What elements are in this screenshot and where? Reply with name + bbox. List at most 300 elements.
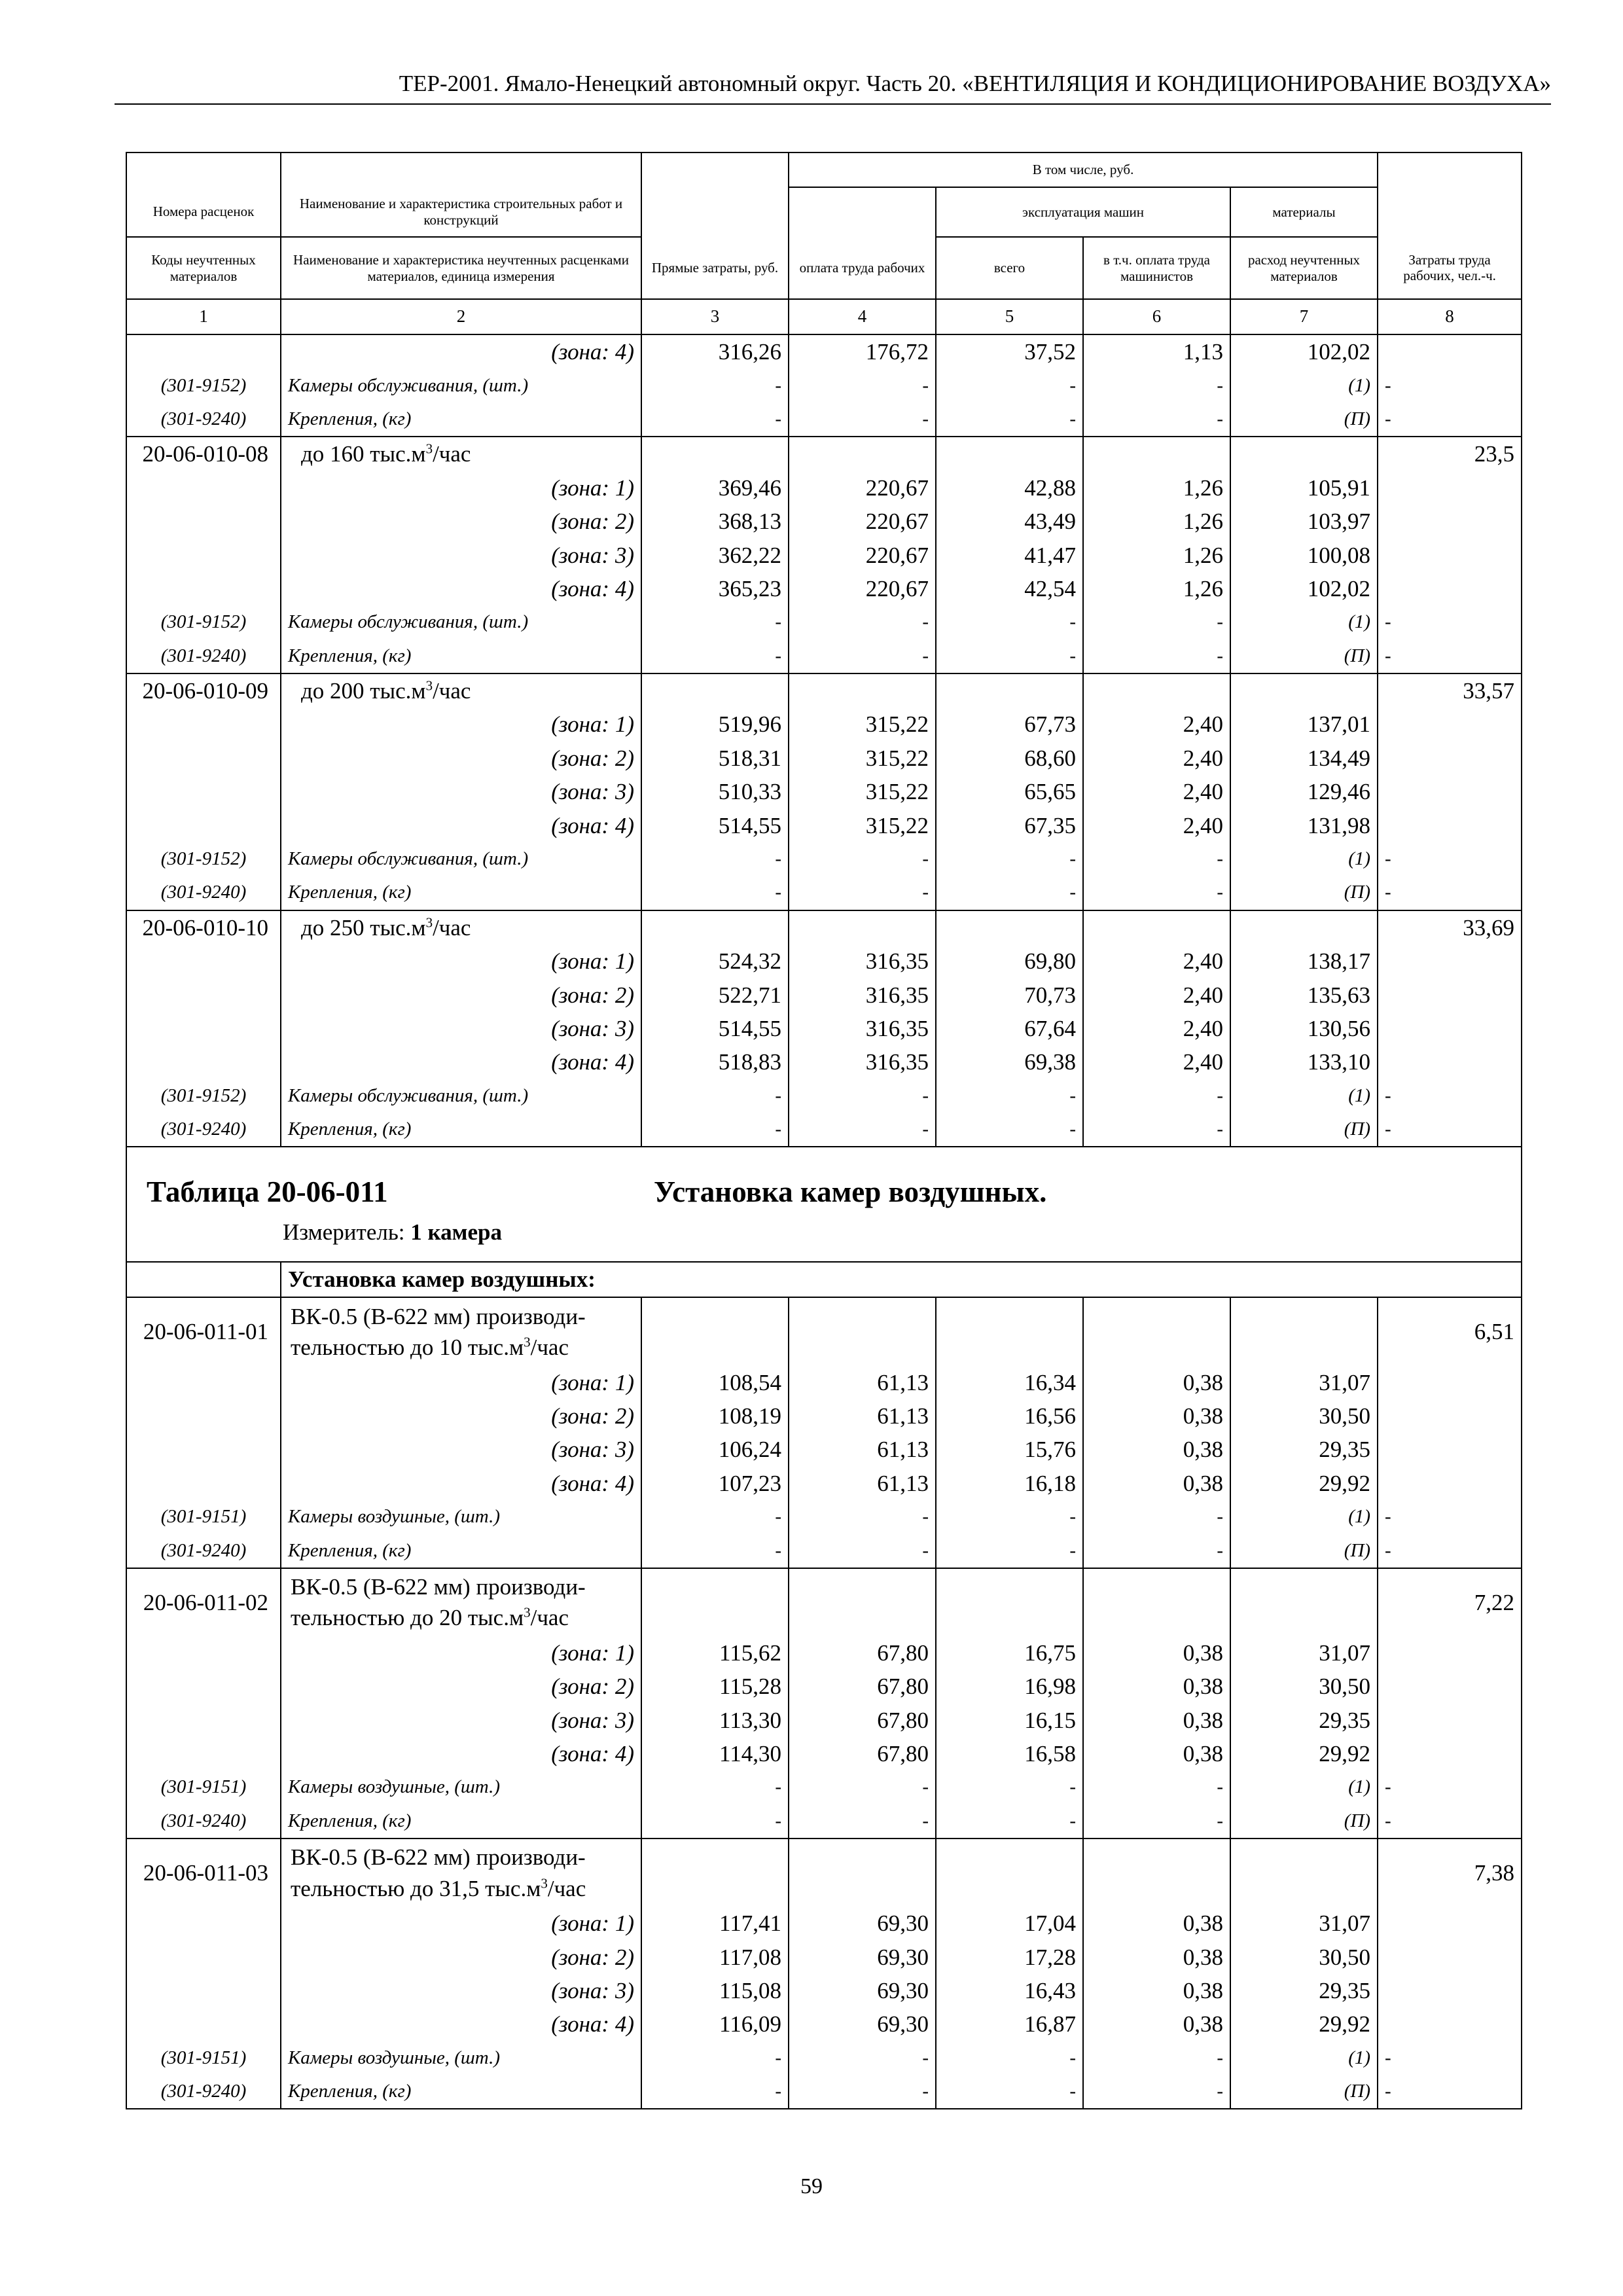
material-code: (301-9152) xyxy=(126,842,281,876)
zone-row xyxy=(126,1467,1522,1500)
labor-hours: 33,57 xyxy=(1378,673,1522,708)
empty-cell xyxy=(936,673,1083,708)
cost-value: 17,28 xyxy=(936,1940,1083,1973)
cost-value: 369,46 xyxy=(641,471,789,505)
cost-value: 316,35 xyxy=(789,944,936,978)
zone-label: (зона: 2) xyxy=(281,1940,641,1973)
work-name xyxy=(281,1839,641,1907)
cost-value: 102,02 xyxy=(1230,334,1378,368)
cost-value: 1,26 xyxy=(1083,572,1230,605)
empty-cell xyxy=(1378,808,1522,842)
dash-value: - xyxy=(789,876,936,910)
zone-row xyxy=(126,1907,1522,1940)
cost-value: 519,96 xyxy=(641,708,789,741)
dash-value: - xyxy=(641,2075,789,2109)
empty-cell xyxy=(126,505,281,538)
empty-cell xyxy=(126,2007,281,2041)
zone-row xyxy=(126,978,1522,1011)
header-rule xyxy=(115,103,1551,105)
measure-unit-label: Измеритель: xyxy=(283,1219,411,1246)
empty-cell xyxy=(126,1636,281,1670)
cost-value: 137,01 xyxy=(1230,708,1378,741)
empty-cell xyxy=(126,334,281,368)
header-machines: эксплуатация машин xyxy=(936,187,1230,237)
material-name: Камеры обслуживания, (шт.) xyxy=(281,1079,641,1113)
work-name-text: до 250 тыс.м xyxy=(301,914,426,941)
material-quantity: (1) xyxy=(1230,1079,1378,1113)
empty-cell xyxy=(1378,1365,1522,1399)
cost-value: 0,38 xyxy=(1083,1365,1230,1399)
zone-label: (зона: 4) xyxy=(281,1467,641,1500)
zone-row xyxy=(126,1940,1522,1973)
dash-value: - xyxy=(936,1500,1083,1534)
material-row xyxy=(126,368,1522,402)
dash-value: - xyxy=(1083,2041,1230,2075)
empty-cell xyxy=(1378,1974,1522,2007)
material-code: (301-9152) xyxy=(126,605,281,639)
material-row xyxy=(126,1804,1522,1839)
dash-value: - xyxy=(936,639,1083,673)
header-cell-col3-mid xyxy=(641,187,789,237)
work-name-unit: /час xyxy=(433,441,471,467)
zone-label: (зона: 1) xyxy=(281,944,641,978)
work-name xyxy=(281,437,641,471)
material-code: (301-9152) xyxy=(126,1079,281,1113)
empty-cell xyxy=(641,1839,789,1907)
cost-value: 176,72 xyxy=(789,334,936,368)
zone-label: (зона: 2) xyxy=(281,742,641,775)
zone-row xyxy=(126,572,1522,605)
material-name: Камеры воздушные, (шт.) xyxy=(281,2041,641,2075)
dash-value: - xyxy=(641,876,789,910)
cost-value: 31,07 xyxy=(1230,1636,1378,1670)
dash-value: - xyxy=(789,1113,936,1147)
empty-cell xyxy=(126,1907,281,1940)
cost-value: 2,40 xyxy=(1083,775,1230,808)
dash-value: - xyxy=(789,1804,936,1839)
cost-value: 130,56 xyxy=(1230,1012,1378,1045)
cost-value: 135,63 xyxy=(1230,978,1378,1011)
material-quantity: (П) xyxy=(1230,1534,1378,1568)
material-code: (301-9240) xyxy=(126,1804,281,1839)
cost-value: 67,80 xyxy=(789,1737,936,1770)
cost-value: 30,50 xyxy=(1230,1670,1378,1703)
empty-cell xyxy=(126,944,281,978)
dash-value: - xyxy=(936,2041,1083,2075)
header-machines-total: всего xyxy=(936,237,1083,299)
empty-cell xyxy=(789,1568,936,1636)
cost-value: 67,80 xyxy=(789,1636,936,1670)
empty-cell xyxy=(936,1839,1083,1907)
cost-value: 67,73 xyxy=(936,708,1083,741)
material-name: Камеры обслуживания, (шт.) xyxy=(281,842,641,876)
material-row xyxy=(126,1770,1522,1804)
empty-cell xyxy=(1083,1839,1230,1907)
empty-cell xyxy=(1083,437,1230,471)
column-number: 1 xyxy=(126,299,281,334)
material-row xyxy=(126,1079,1522,1113)
material-code: (301-9151) xyxy=(126,1770,281,1804)
page-header-title: ТЕР-2001. Ямало-Ненецкий автономный округ. Часть 20. «ВЕНТИЛЯЦИЯ И КОНДИЦИОНИРОВАНИЕ ВОЗДУХА» xyxy=(399,71,1551,96)
work-name-unit: /час xyxy=(433,914,471,941)
dash-value: - xyxy=(1083,639,1230,673)
cost-value: 102,02 xyxy=(1230,572,1378,605)
empty-cell xyxy=(126,1737,281,1770)
cost-value: 16,58 xyxy=(936,1737,1083,1770)
work-name xyxy=(281,1297,641,1365)
zone-row xyxy=(126,1974,1522,2007)
dash-value: - xyxy=(1083,1770,1230,1804)
cost-value: 67,80 xyxy=(789,1704,936,1737)
empty-cell xyxy=(126,978,281,1011)
cost-value: 16,75 xyxy=(936,1636,1083,1670)
work-name-line2: тельностью до 10 тыс.м xyxy=(291,1334,524,1360)
dash-value: - xyxy=(1083,876,1230,910)
empty-cell xyxy=(1378,334,1522,368)
dash-value: - xyxy=(936,1804,1083,1839)
dash-value: - xyxy=(936,1770,1083,1804)
cost-value: 29,92 xyxy=(1230,1737,1378,1770)
cost-value: 2,40 xyxy=(1083,742,1230,775)
empty-cell xyxy=(789,1297,936,1365)
empty-cell xyxy=(1378,1399,1522,1433)
zone-label: (зона: 2) xyxy=(281,978,641,1011)
dash-value: - xyxy=(936,1113,1083,1147)
zone-row xyxy=(126,1045,1522,1079)
work-name-line1: ВК-0.5 (В-622 мм) производи- xyxy=(291,1573,586,1600)
labor-hours: 6,51 xyxy=(1378,1297,1522,1365)
dash-value: - xyxy=(641,639,789,673)
table-number-title: Таблица 20-06-011 xyxy=(147,1175,388,1209)
header-materials: материалы xyxy=(1230,187,1378,237)
superscript: 3 xyxy=(425,440,433,457)
dash-value: - xyxy=(641,2041,789,2075)
dash-value: - xyxy=(641,842,789,876)
table-title-row xyxy=(126,1147,1522,1262)
rate-code: 20-06-010-09 xyxy=(126,673,281,708)
rate-row xyxy=(126,1568,1522,1636)
empty-cell xyxy=(1230,1839,1378,1907)
material-name: Крепления, (кг) xyxy=(281,1534,641,1568)
column-number: 7 xyxy=(1230,299,1378,334)
dash-value: - xyxy=(1083,1113,1230,1147)
material-quantity: (П) xyxy=(1230,2075,1378,2109)
cost-value: 315,22 xyxy=(789,708,936,741)
rate-row xyxy=(126,910,1522,944)
work-name-line2: тельностью до 31,5 тыс.м xyxy=(291,1875,541,1901)
cost-value: 29,35 xyxy=(1230,1974,1378,2007)
dash-value: - xyxy=(1083,1079,1230,1113)
empty-cell xyxy=(1378,1940,1522,1973)
work-name-line2: тельностью до 20 тыс.м xyxy=(291,1605,524,1631)
zone-row xyxy=(126,1704,1522,1737)
dash-value: - xyxy=(641,1804,789,1839)
cost-value: 69,38 xyxy=(936,1045,1083,1079)
column-number: 3 xyxy=(641,299,789,334)
cost-value: 69,80 xyxy=(936,944,1083,978)
zone-label: (зона: 1) xyxy=(281,708,641,741)
empty-cell xyxy=(1378,775,1522,808)
zone-row xyxy=(126,538,1522,571)
cost-value: 220,67 xyxy=(789,505,936,538)
empty-cell xyxy=(126,1365,281,1399)
empty-cell xyxy=(126,808,281,842)
zone-row xyxy=(126,334,1522,368)
material-name: Камеры воздушные, (шт.) xyxy=(281,1500,641,1534)
work-name-text: до 200 тыс.м xyxy=(301,678,426,704)
labor-hours: 33,69 xyxy=(1378,910,1522,944)
dash-value: - xyxy=(1378,2041,1522,2075)
empty-cell xyxy=(126,708,281,741)
dash-value: - xyxy=(1378,1534,1522,1568)
material-quantity: (П) xyxy=(1230,639,1378,673)
empty-cell xyxy=(1378,708,1522,741)
cost-value: 0,38 xyxy=(1083,1737,1230,1770)
cost-value: 16,87 xyxy=(936,2007,1083,2041)
work-name-unit: /час xyxy=(530,1334,569,1360)
dash-value: - xyxy=(641,1500,789,1534)
dash-value: - xyxy=(1378,1770,1522,1804)
rate-row xyxy=(126,437,1522,471)
table-title-cell xyxy=(126,1147,1522,1262)
empty-cell xyxy=(126,1433,281,1466)
header-cell-col4-top xyxy=(789,187,936,237)
cost-value: 2,40 xyxy=(1083,1045,1230,1079)
material-quantity: (1) xyxy=(1230,605,1378,639)
empty-cell xyxy=(641,910,789,944)
zone-row xyxy=(126,775,1522,808)
cost-value: 0,38 xyxy=(1083,1467,1230,1500)
cost-value: 61,13 xyxy=(789,1365,936,1399)
material-quantity: (П) xyxy=(1230,876,1378,910)
cost-value: 0,38 xyxy=(1083,1636,1230,1670)
cost-value: 17,04 xyxy=(936,1907,1083,1940)
cost-value: 30,50 xyxy=(1230,1940,1378,1973)
header-machinists-pay: в т.ч. оплата труда машинистов xyxy=(1083,237,1230,299)
zone-label: (зона: 3) xyxy=(281,538,641,571)
zone-row xyxy=(126,708,1522,741)
cost-value: 1,26 xyxy=(1083,538,1230,571)
dash-value: - xyxy=(1083,1500,1230,1534)
rate-code: 20-06-011-02 xyxy=(126,1568,281,1636)
header-labor-pay: оплата труда рабочих xyxy=(789,237,936,299)
price-table xyxy=(126,152,1522,2109)
cost-value: 107,23 xyxy=(641,1467,789,1500)
cost-value: 316,35 xyxy=(789,1045,936,1079)
cost-value: 220,67 xyxy=(789,572,936,605)
header-cell-col1-top-spacer xyxy=(126,152,281,187)
rate-code: 20-06-011-01 xyxy=(126,1297,281,1365)
empty-cell xyxy=(126,1704,281,1737)
material-code: (301-9240) xyxy=(126,639,281,673)
zone-label: (зона: 1) xyxy=(281,1636,641,1670)
dash-value: - xyxy=(936,1079,1083,1113)
zone-label: (зона: 4) xyxy=(281,2007,641,2041)
zone-row xyxy=(126,1737,1522,1770)
empty-cell xyxy=(641,1568,789,1636)
empty-cell xyxy=(126,775,281,808)
zone-row xyxy=(126,1433,1522,1466)
dash-value: - xyxy=(936,2075,1083,2109)
cost-value: 524,32 xyxy=(641,944,789,978)
dash-value: - xyxy=(1083,368,1230,402)
cost-value: 108,19 xyxy=(641,1399,789,1433)
cost-value: 514,55 xyxy=(641,808,789,842)
dash-value: - xyxy=(641,1113,789,1147)
cost-value: 0,38 xyxy=(1083,1704,1230,1737)
cost-value: 67,64 xyxy=(936,1012,1083,1045)
empty-cell xyxy=(1378,1433,1522,1466)
material-row xyxy=(126,1534,1522,1568)
zone-row xyxy=(126,1670,1522,1703)
empty-cell xyxy=(126,538,281,571)
zone-label: (зона: 3) xyxy=(281,1012,641,1045)
material-row xyxy=(126,403,1522,437)
cost-value: 114,30 xyxy=(641,1737,789,1770)
header-cell-col3-spacer xyxy=(641,152,789,187)
dash-value: - xyxy=(789,1534,936,1568)
cost-value: 0,38 xyxy=(1083,1399,1230,1433)
group-heading-row xyxy=(126,1262,1522,1297)
cost-value: 69,30 xyxy=(789,1907,936,1940)
material-row xyxy=(126,2075,1522,2109)
cost-value: 29,92 xyxy=(1230,1467,1378,1500)
dash-value: - xyxy=(789,2041,936,2075)
empty-cell xyxy=(789,437,936,471)
cost-value: 116,09 xyxy=(641,2007,789,2041)
cost-value: 117,41 xyxy=(641,1907,789,1940)
header-material-names: Наименование и характеристика неучтенных расценками материалов, единица измерения xyxy=(281,237,641,299)
cost-value: 105,91 xyxy=(1230,471,1378,505)
cost-value: 315,22 xyxy=(789,775,936,808)
material-row xyxy=(126,842,1522,876)
cost-value: 2,40 xyxy=(1083,708,1230,741)
empty-cell xyxy=(1378,1737,1522,1770)
measure-unit xyxy=(283,1219,502,1246)
empty-cell xyxy=(1378,1704,1522,1737)
dash-value: - xyxy=(1378,1079,1522,1113)
work-name-line1: ВК-0.5 (В-622 мм) производи- xyxy=(291,1844,586,1871)
empty-cell xyxy=(1378,1012,1522,1045)
empty-cell xyxy=(1378,1467,1522,1500)
zone-label: (зона: 4) xyxy=(281,808,641,842)
empty-cell xyxy=(936,437,1083,471)
cost-value: 16,56 xyxy=(936,1399,1083,1433)
empty-cell xyxy=(1378,572,1522,605)
zone-row xyxy=(126,1365,1522,1399)
material-quantity: (1) xyxy=(1230,842,1378,876)
material-quantity: (1) xyxy=(1230,1770,1378,1804)
labor-hours: 7,38 xyxy=(1378,1839,1522,1907)
empty-cell xyxy=(1378,944,1522,978)
column-number: 6 xyxy=(1083,299,1230,334)
zone-label: (зона: 1) xyxy=(281,471,641,505)
empty-cell xyxy=(1378,1907,1522,1940)
cost-value: 37,52 xyxy=(936,334,1083,368)
cost-value: 16,43 xyxy=(936,1974,1083,2007)
price-table-body xyxy=(126,152,1522,2109)
cost-value: 100,08 xyxy=(1230,538,1378,571)
cost-value: 108,54 xyxy=(641,1365,789,1399)
work-name xyxy=(281,910,641,944)
cost-value: 16,18 xyxy=(936,1467,1083,1500)
dash-value: - xyxy=(1378,368,1522,402)
empty-cell xyxy=(936,910,1083,944)
header-material-consumption: расход неучтенных материалов xyxy=(1230,237,1378,299)
dash-value: - xyxy=(936,403,1083,437)
empty-cell xyxy=(936,1297,1083,1365)
dash-value: - xyxy=(936,605,1083,639)
work-name xyxy=(281,1568,641,1636)
material-quantity: (П) xyxy=(1230,1113,1378,1147)
empty-cell xyxy=(126,1940,281,1973)
table-subtitle: Установка камер воздушных. xyxy=(654,1175,1047,1209)
cost-value: 316,35 xyxy=(789,978,936,1011)
empty-cell xyxy=(1378,1045,1522,1079)
header-work-name: Наименование и характеристика строительных работ и конструкций xyxy=(281,187,641,237)
material-row xyxy=(126,639,1522,673)
cost-value: 43,49 xyxy=(936,505,1083,538)
material-name: Камеры воздушные, (шт.) xyxy=(281,1770,641,1804)
zone-row xyxy=(126,2007,1522,2041)
dash-value: - xyxy=(1083,2075,1230,2109)
empty-cell xyxy=(1230,673,1378,708)
work-name-unit: /час xyxy=(433,678,471,704)
header-material-codes: Коды неучтенных материалов xyxy=(126,237,281,299)
cost-value: 131,98 xyxy=(1230,808,1378,842)
cost-value: 69,30 xyxy=(789,2007,936,2041)
dash-value: - xyxy=(1378,639,1522,673)
header-group-including: В том числе, руб. xyxy=(789,152,1378,187)
zone-label: (зона: 2) xyxy=(281,1399,641,1433)
cost-value: 316,26 xyxy=(641,334,789,368)
zone-label: (зона: 4) xyxy=(281,334,641,368)
empty-cell xyxy=(789,1839,936,1907)
cost-value: 67,35 xyxy=(936,808,1083,842)
rate-code: 20-06-011-03 xyxy=(126,1839,281,1907)
dash-value: - xyxy=(641,1079,789,1113)
zone-row xyxy=(126,1012,1522,1045)
labor-hours: 23,5 xyxy=(1378,437,1522,471)
header-direct-costs: Прямые затраты, руб. xyxy=(641,237,789,299)
empty-cell xyxy=(1230,1297,1378,1365)
header-cell-col2-top-spacer xyxy=(281,152,641,187)
material-quantity: (1) xyxy=(1230,368,1378,402)
material-row xyxy=(126,1500,1522,1534)
empty-cell xyxy=(1230,437,1378,471)
rate-code: 20-06-010-08 xyxy=(126,437,281,471)
dash-value: - xyxy=(1378,403,1522,437)
empty-cell xyxy=(126,1670,281,1703)
zone-label: (зона: 3) xyxy=(281,1704,641,1737)
dash-value: - xyxy=(789,1770,936,1804)
empty-cell xyxy=(1083,910,1230,944)
column-number: 2 xyxy=(281,299,641,334)
material-name: Камеры обслуживания, (шт.) xyxy=(281,368,641,402)
cost-value: 0,38 xyxy=(1083,1907,1230,1940)
material-name: Крепления, (кг) xyxy=(281,2075,641,2109)
cost-value: 15,76 xyxy=(936,1433,1083,1466)
cost-value: 29,92 xyxy=(1230,2007,1378,2041)
material-name: Крепления, (кг) xyxy=(281,403,641,437)
empty-cell xyxy=(126,1399,281,1433)
cost-value: 29,35 xyxy=(1230,1433,1378,1466)
material-code: (301-9240) xyxy=(126,1113,281,1147)
cost-value: 518,83 xyxy=(641,1045,789,1079)
empty-cell xyxy=(126,1974,281,2007)
cost-value: 69,30 xyxy=(789,1940,936,1973)
cost-value: 134,49 xyxy=(1230,742,1378,775)
